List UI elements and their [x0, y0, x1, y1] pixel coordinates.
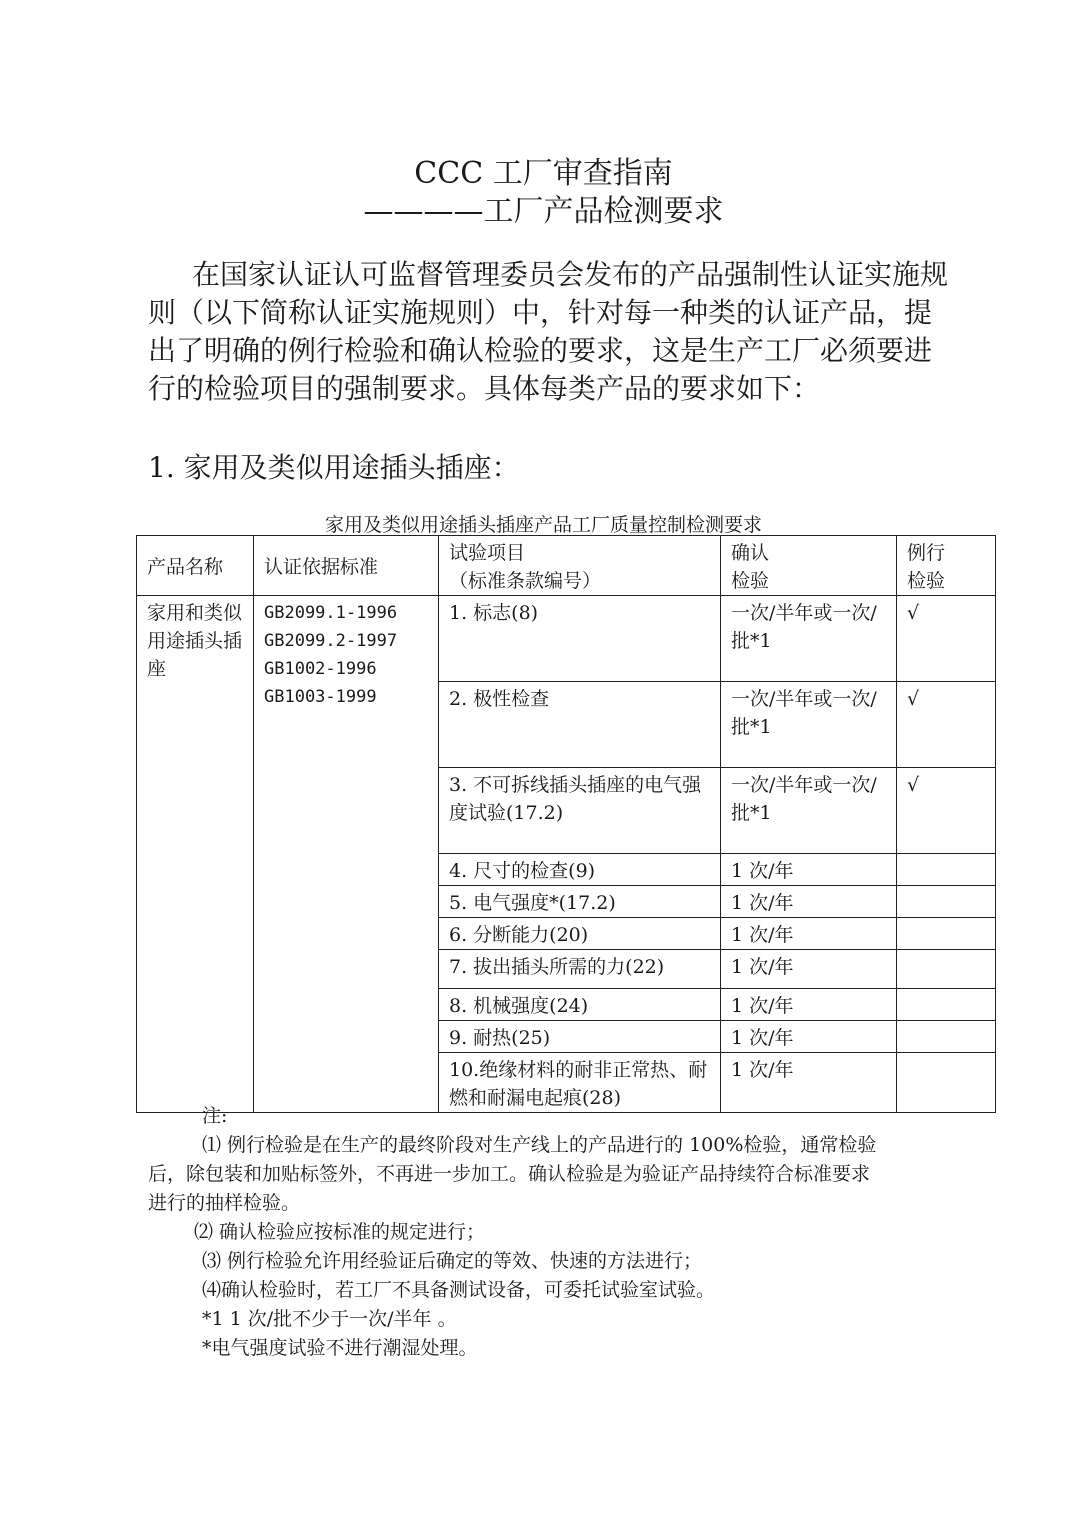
confirm-cell: 1 次/年 [721, 854, 897, 886]
document-subtitle: ————工厂产品检测要求 [363, 194, 724, 229]
routine-cell: √ [897, 682, 996, 768]
product-name: 家用和类似用途插头插座 [147, 602, 243, 680]
standards-cell [254, 596, 439, 1113]
intro-line: 在国家认证认可监督管理委员会发布的产品强制性认证实施规 [192, 258, 949, 291]
note-6: *电气强度试验不进行潮湿处理。 [202, 1337, 478, 1359]
note-1-line: 后，除包装和加贴标签外，不再进一步加工。确认检验是为验证产品持续符合标准要求 [148, 1163, 871, 1185]
header-product [137, 536, 254, 596]
intro-line: 行的检验项目的强制要求。具体每类产品的要求如下： [148, 372, 821, 405]
standard-code: GB1003-1999 [264, 687, 377, 707]
note-3: ⑶ 例行检验允许用经验证后确定的等效、快速的方法进行； [202, 1250, 703, 1272]
inspection-requirements-table [136, 535, 996, 1113]
header-routine-line2: 检验 [907, 570, 946, 592]
test-item-cell: 6. 分断能力(20) [439, 918, 721, 950]
note-1-line: ⑴ 例行检验是在生产的最终阶段对生产线上的产品进行的 100%检验，通常检验 [202, 1134, 877, 1156]
note-1-line: 进行的抽样检验。 [148, 1192, 301, 1214]
header-test-item [439, 536, 721, 596]
test-item-cell: 3. 不可拆线插头插座的电气强度试验(17.2) [439, 768, 721, 854]
routine-cell [897, 950, 996, 989]
header-standard [254, 536, 439, 596]
intro-paragraph [148, 256, 978, 408]
confirm-cell: 一次/半年或一次/批*1 [721, 596, 897, 682]
standard-code: GB1002-1996 [264, 659, 377, 679]
routine-cell [897, 854, 996, 886]
header-routine-line1: 例行 [907, 542, 946, 564]
test-item-cell: 9. 耐热(25) [439, 1021, 721, 1053]
note-2: ⑵ 确认检验应按标准的规定进行； [194, 1221, 486, 1243]
document-title: CCC 工厂审查指南 [414, 156, 673, 191]
notes-section [148, 1102, 978, 1363]
routine-cell [897, 1021, 996, 1053]
test-item-cell: 8. 机械强度(24) [439, 989, 721, 1021]
intro-line: 则（以下简称认证实施规则）中，针对每一种类的认证产品，提 [148, 296, 933, 329]
routine-cell [897, 918, 996, 950]
confirm-cell: 一次/半年或一次/批*1 [721, 768, 897, 854]
routine-cell: √ [897, 596, 996, 682]
header-confirm-line2: 检验 [731, 570, 770, 592]
test-item-cell: 7. 拔出插头所需的力(22) [439, 950, 721, 989]
header-standard-label: 认证依据标准 [264, 556, 379, 578]
confirm-cell: 一次/半年或一次/批*1 [721, 682, 897, 768]
test-item-cell: 5. 电气强度*(17.2) [439, 886, 721, 918]
header-product-label: 产品名称 [147, 556, 224, 578]
header-confirm-inspection [721, 536, 897, 596]
routine-cell [897, 989, 996, 1021]
table-row [137, 596, 996, 682]
routine-cell: √ [897, 768, 996, 854]
product-name-cell [137, 596, 254, 1113]
test-item-cell: 2. 极性检查 [439, 682, 721, 768]
intro-line: 出了明确的例行检验和确认检验的要求，这是生产工厂必须要进 [148, 334, 933, 367]
section-heading: 1. 家用及类似用途插头插座： [148, 451, 520, 484]
note-4: ⑷确认检验时，若工厂不具备测试设备，可委托试验室试验。 [202, 1279, 716, 1301]
confirm-cell: 1 次/年 [721, 950, 897, 989]
standard-code: GB2099.1-1996 [264, 603, 398, 623]
standard-code: GB2099.2-1997 [264, 631, 398, 651]
header-test-line2: （标准条款编号） [449, 570, 602, 592]
confirm-cell: 1 次/年 [721, 918, 897, 950]
table-header-row [137, 536, 996, 596]
header-test-line1: 试验项目 [449, 542, 526, 564]
routine-cell [897, 886, 996, 918]
confirm-cell: 1 次/年 [721, 1021, 897, 1053]
confirm-cell: 1 次/年 [721, 1053, 897, 1113]
header-confirm-line1: 确认 [731, 542, 770, 564]
test-item-cell: 10.绝缘材料的耐非正常热、耐燃和耐漏电起痕(28) [439, 1053, 721, 1113]
confirm-cell: 1 次/年 [721, 989, 897, 1021]
test-item-cell: 1. 标志(8) [439, 596, 721, 682]
header-routine-inspection [897, 536, 996, 596]
note-5: *1 1 次/批不少于一次/半年 。 [202, 1308, 457, 1330]
confirm-cell: 1 次/年 [721, 886, 897, 918]
table-caption: 家用及类似用途插头插座产品工厂质量控制检测要求 [324, 514, 762, 536]
notes-label: 注: [202, 1105, 228, 1127]
test-item-cell: 4. 尺寸的检查(9) [439, 854, 721, 886]
